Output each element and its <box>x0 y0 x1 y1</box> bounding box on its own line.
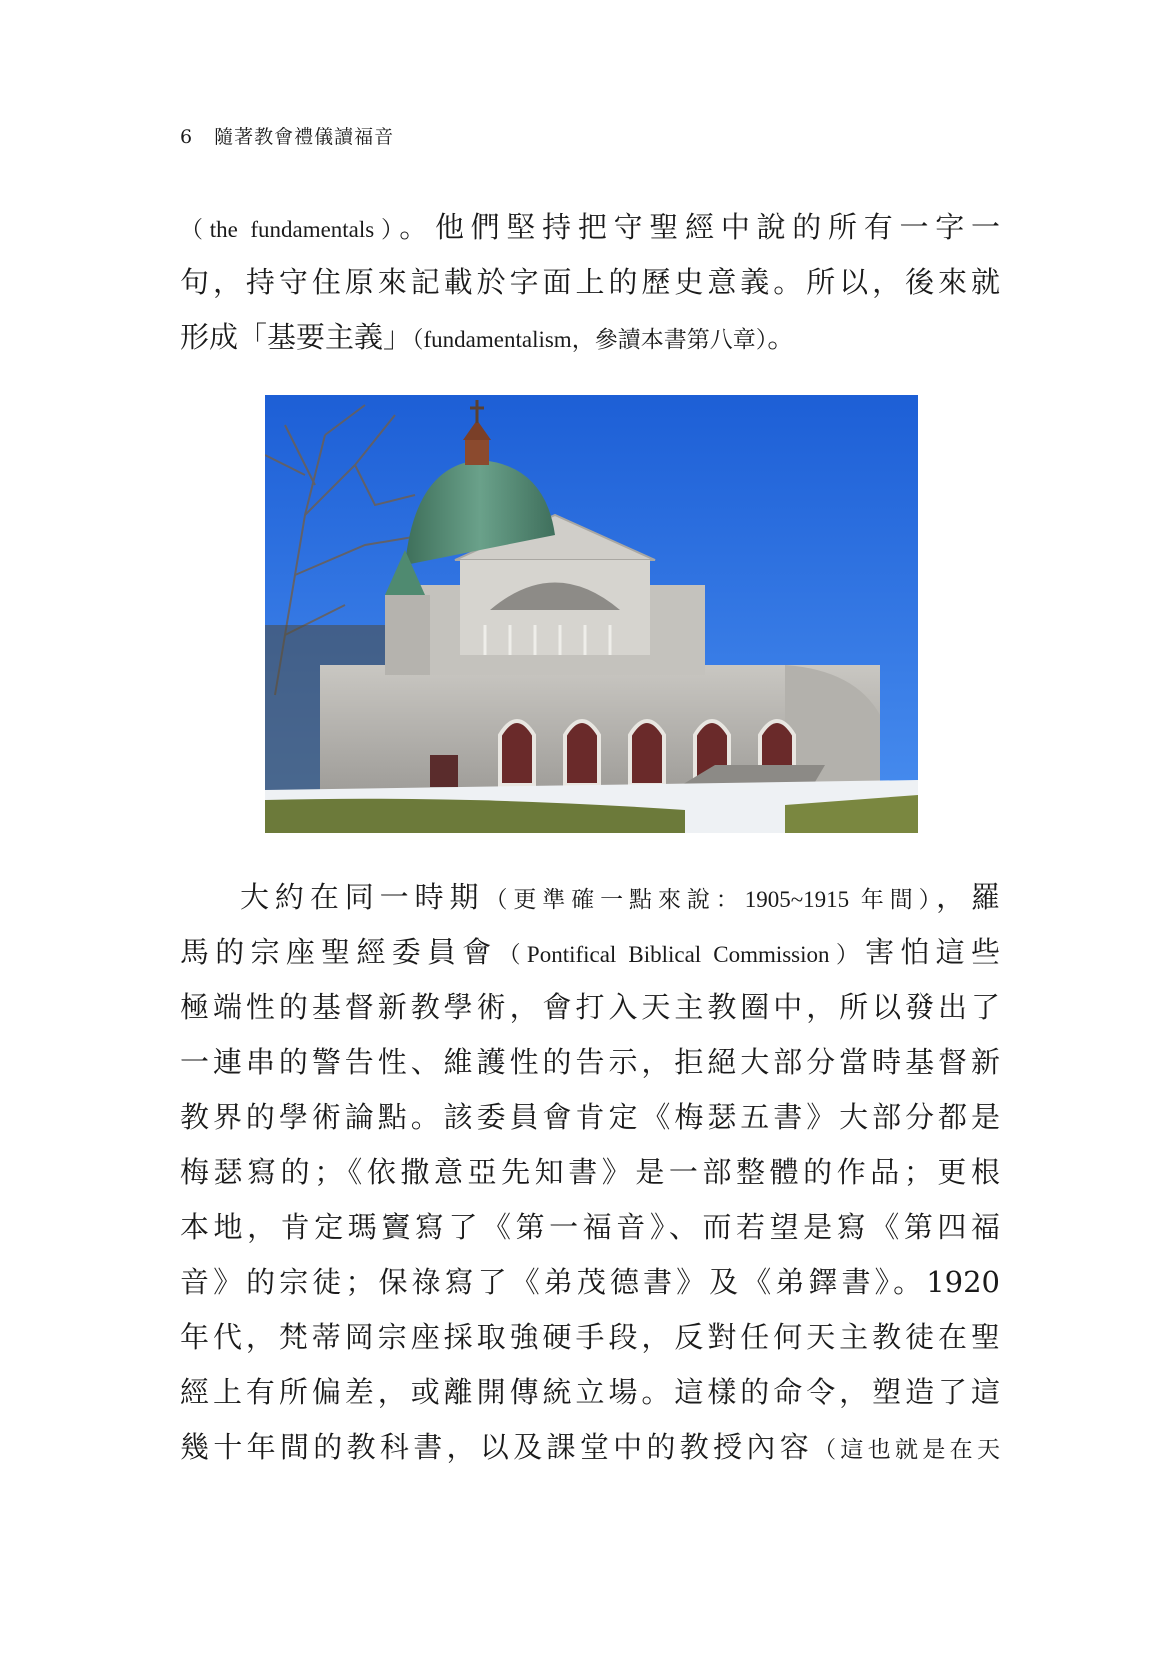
text-line <box>180 1255 1000 1310</box>
english-term: （the fundamentals） <box>180 217 400 242</box>
basilica-photo <box>265 395 918 833</box>
text-line <box>180 1090 1000 1145</box>
text-run: 經上有所偏差，或離開傳統立場。這樣的命令，塑造了這 <box>180 1375 1000 1409</box>
text-run: 。 <box>767 320 797 354</box>
text-run: 梅瑟寫的；《依撒意亞先知書》是一部整體的作品；更根 <box>180 1155 1000 1189</box>
text-run: 害怕這些 <box>865 935 1000 969</box>
text-run: 句，持守住原來記載於字面上的歷史意義。所以，後來就 <box>180 265 1000 299</box>
text-run: 馬的宗座聖經委員會 <box>180 935 498 969</box>
text-line <box>180 255 1000 310</box>
text-run: 一連串的警告性、維護性的告示，拒絕大部分當時基督新 <box>180 1045 1000 1079</box>
text-run: 教界的學術論點。該委員會肯定《梅瑟五書》大部分都是 <box>180 1100 1000 1134</box>
text-run: 極端性的基督新教學術，會打入天主教圈中，所以發出了 <box>180 990 1000 1024</box>
text-line <box>180 1035 1000 1090</box>
english-term: （fundamentalism，參讀本書第八章） <box>412 327 768 352</box>
top-paragraph <box>180 200 1000 365</box>
text-line <box>180 870 1000 925</box>
body-paragraph <box>180 870 1000 1475</box>
text-run: 形成「基要主義」 <box>180 320 413 354</box>
text-run: 大約在同一時期 <box>240 880 485 914</box>
text-run: 音》的宗徒；保祿寫了《弟茂德書》及《弟鐸書》。1920 <box>180 1265 1000 1299</box>
text-line <box>180 1310 1000 1365</box>
page-number: 6 <box>180 126 194 148</box>
text-line <box>180 200 1000 255</box>
basilica-photo-icon <box>265 395 918 833</box>
text-run: 年代，梵蒂岡宗座採取強硬手段，反對任何天主教徒在聖 <box>180 1320 1000 1354</box>
english-term: （更準確一點來說：1905~1915 年間） <box>484 887 937 912</box>
text-line <box>180 925 1000 980</box>
text-line <box>180 980 1000 1035</box>
book-title: 隨著教會禮儀讀福音 <box>214 126 395 148</box>
text-line <box>180 310 1000 365</box>
text-line <box>180 1420 1000 1475</box>
text-line <box>180 1145 1000 1200</box>
text-run-small: （這也就是在天 <box>813 1437 1000 1462</box>
text-run: ，羅 <box>936 880 1000 914</box>
text-line <box>180 1200 1000 1255</box>
text-run: 。他們堅持把守聖經中說的所有一字一 <box>399 210 1000 244</box>
running-head <box>180 122 394 149</box>
text-line <box>180 1365 1000 1420</box>
text-run: 本地，肯定瑪竇寫了《第一福音》、而若望是寫《第四福 <box>180 1210 1000 1244</box>
english-term: （Pontifical Biblical Commission） <box>497 942 866 967</box>
text-run: 幾十年間的教科書，以及課堂中的教授內容 <box>180 1430 814 1464</box>
